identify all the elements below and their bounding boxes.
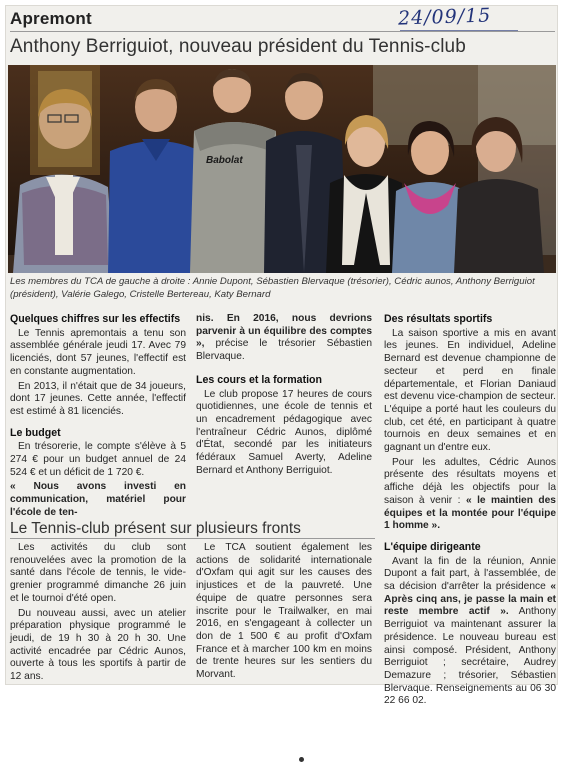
secondary-column-1 [10, 542, 186, 686]
shirt-logo-text: Babolat [206, 155, 243, 166]
scan-mark [299, 757, 304, 762]
paragraph-text: précise le trésorier Sébastien Blervaque. [196, 338, 372, 363]
paragraph-text: Pour les adultes, Cédric Aunos présente des résultats moyens et affiche déjà les objectifs pour la saison à venir : [384, 456, 556, 506]
subheading-effectifs: Quelques chiffres sur les effectifs [10, 313, 181, 325]
paragraph-text: Avant la fin de la réunion, Annie Dupont a fait part, à l'assemblée, de sa décision d'arrêter la présidence [384, 555, 556, 593]
paragraph: En trésorerie, le compte s'élève à 5 274 € pour un budget annuel de 24 524 € et un déficit de 1 720 €. [10, 441, 186, 478]
quote-text: « Après cinq ans, je passe la main et reste membre actif ». [384, 581, 556, 618]
paragraph: Les activités du club sont renouvelées avec la promotion de la santé dans l'école de tennis, le vide-grenier programmé dimanche 26 juin et le tournoi d'été open. [10, 542, 186, 604]
secondary-column-2 [196, 542, 372, 684]
group-photo [8, 65, 556, 273]
quote-paragraph: « Nous avons investi en communication, matériel pour l'école de ten- [10, 481, 186, 518]
header-rule [10, 31, 555, 32]
handwritten-date: 24/09/15 [397, 4, 492, 30]
article-column-2 [196, 313, 372, 479]
subheading-budget: Le budget [10, 426, 61, 439]
section-title: Apremont [10, 9, 92, 28]
subheading-equipe: L'équipe dirigeante [384, 540, 481, 553]
article-headline: Anthony Berriguiot, nouveau président du Tennis-club [10, 36, 466, 57]
paragraph: La saison sportive a mis en avant les jeunes. En individuel, Adeline Bernard est devenue championne de secteur et perd en finale départementale, et Florian Daniaud est devenu vice-champion de secteur. L'équipe a porté haut les couleurs du club, cet été, en participant à quatre tournois en deux semaines et en gagnant un d'entre eux. [384, 327, 556, 454]
article-column-1 [10, 313, 186, 522]
photo-caption: Les membres du TCA de gauche à droite : Annie Dupont, Sébastien Blervaque (trésorier), Cédric aunos, Anthony Berriguiot (président), Valérie Galego, Cristelle Bertereau, Katy Bernard [10, 276, 535, 300]
quote-text: « le maintien des équipes et la montée pour l'équipe 1 homme ». [384, 494, 556, 532]
article-column-3 [384, 313, 556, 710]
secondary-headline: Le Tennis-club présent sur plusieurs fronts [10, 520, 301, 537]
subheading-cours: Les cours et la formation [196, 373, 322, 386]
secondary-rule [10, 538, 375, 539]
paragraph: Le TCA soutient également les actions de solidarité internationale d'Oxfam qui agit sur les causes des injustices et de la pauvreté. Une équipe de quatre personnes sera inscrite pour le Trailwalker, en mai 2016, en s'engageant à collecter un don de 1 500 € au profit d'Oxfam France et à marcher 100 km en moins de trente heures sur les sentiers du Morvant. [196, 542, 372, 681]
paragraph: Du nouveau aussi, avec un atelier préparation physique programmé le jeudi, de 19 h 30 à 20 h 30. Une activité encadrée par Cédric Aunos, ouverte à tous les sportifs à partir de 12 ans. [10, 607, 186, 683]
quote-continuation: nis. En 2016, nous devrions parvenir à un équilibre des comptes », [196, 313, 372, 350]
paragraph: Le club propose 17 heures de cours quotidiennes, une école de tennis et un encadrement pédagogique avec l'entraîneur Cédric Aunos, diplômé d'État, secondé par les initiateurs fédéraux Samuel Averty, Adeline Bernard et Anthony Berriguiot. [196, 388, 372, 476]
group-photo-illustration [8, 65, 556, 273]
paragraph: En 2013, il n'était que de 34 joueurs, dont 17 jeunes. Cette année, l'effectif est estimé à 81 licenciés. [10, 380, 186, 417]
subheading-resultats: Des résultats sportifs [384, 313, 493, 325]
paragraph: Le Tennis apremontais a tenu son assemblée générale jeudi 17. Avec 79 licenciés, dont 57 jeunes, l'effectif est en constante augmentation. [10, 327, 186, 377]
paragraph-text: Anthony Berriguiot va maintenant assurer la présidence. Le nouveau bureau est ainsi composé. Président, Anthony Berriguiot ; secrétaire, Audrey Demazure ; trésorier, Sébastien Blervaque. Renseignements au 06 30 22 66 02. [384, 606, 556, 707]
